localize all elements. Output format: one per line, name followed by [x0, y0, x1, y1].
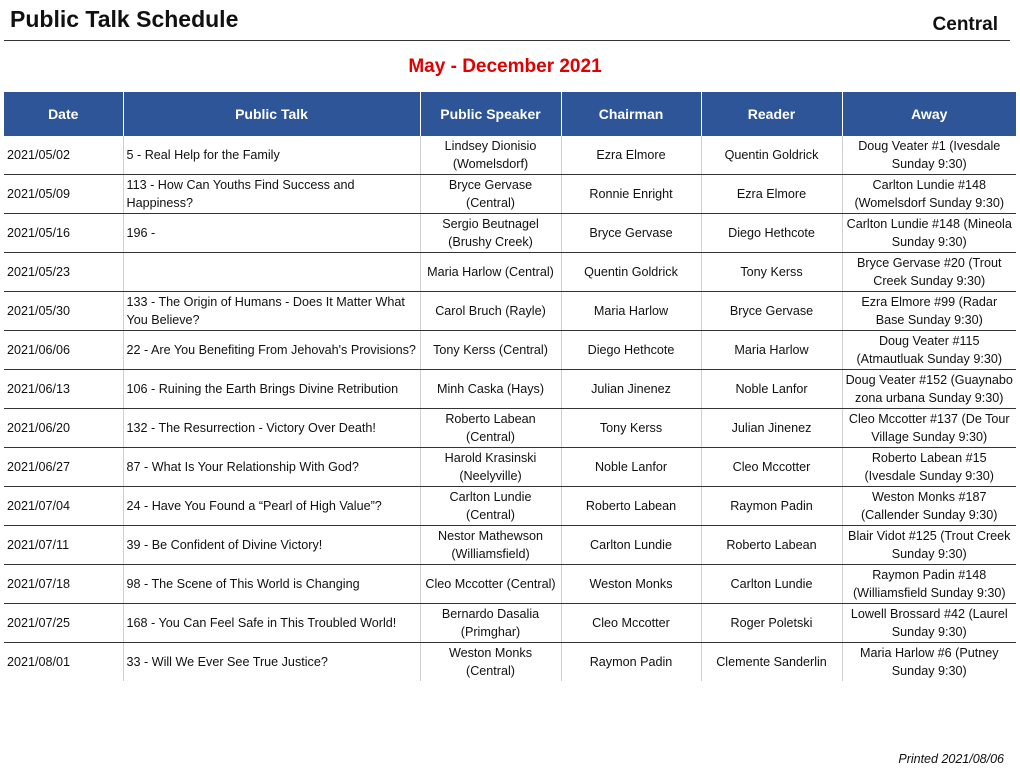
column-header-chairman: Chairman [561, 92, 701, 136]
table-row [4, 448, 1016, 487]
cell-chairman: Bryce Gervase [561, 214, 701, 253]
cell-chairman: Julian Jinenez [561, 370, 701, 409]
cell-date: 2021/07/11 [4, 526, 123, 565]
table-row [4, 565, 1016, 604]
cell-chairman: Ronnie Enright [561, 175, 701, 214]
table-row [4, 253, 1016, 292]
table-row [4, 175, 1016, 214]
cell-public-talk: 98 - The Scene of This World is Changing [123, 565, 420, 604]
cell-date: 2021/06/06 [4, 331, 123, 370]
cell-reader: Maria Harlow [701, 331, 842, 370]
cell-reader: Diego Hethcote [701, 214, 842, 253]
cell-public-talk: 87 - What Is Your Relationship With God? [123, 448, 420, 487]
cell-away: Raymon Padin #148 (Williamsfield Sunday 9:30) [842, 565, 1016, 604]
cell-public-talk: 5 - Real Help for the Family [123, 136, 420, 175]
cell-away: Weston Monks #187 (Callender Sunday 9:30) [842, 487, 1016, 526]
column-header-public-speaker: Public Speaker [420, 92, 561, 136]
cell-reader: Clemente Sanderlin [701, 643, 842, 682]
cell-chairman: Noble Lanfor [561, 448, 701, 487]
cell-away: Bryce Gervase #20 (Trout Creek Sunday 9:30) [842, 253, 1016, 292]
cell-away: Doug Veater #115 (Atmautluak Sunday 9:30) [842, 331, 1016, 370]
cell-chairman: Diego Hethcote [561, 331, 701, 370]
cell-reader: Cleo Mccotter [701, 448, 842, 487]
table-row [4, 292, 1016, 331]
cell-public-speaker: Harold Krasinski (Neelyville) [420, 448, 561, 487]
cell-away: Lowell Brossard #42 (Laurel Sunday 9:30) [842, 604, 1016, 643]
cell-date: 2021/05/16 [4, 214, 123, 253]
cell-reader: Bryce Gervase [701, 292, 842, 331]
cell-date: 2021/08/01 [7, 655, 71, 669]
cell-away: Ezra Elmore #99 (Radar Base Sunday 9:30) [842, 292, 1016, 331]
cell-reader: Julian Jinenez [701, 409, 842, 448]
cell-date: 2021/05/02 [4, 136, 123, 175]
cell-date: 2021/07/04 [4, 487, 123, 526]
cell-public-speaker: Bernardo Dasalia (Primghar) [420, 604, 561, 643]
cell-date: 2021/06/20 [4, 409, 123, 448]
cell-away: Doug Veater #1 (Ivesdale Sunday 9:30) [842, 136, 1016, 175]
cell-public-talk: 133 - The Origin of Humans - Does It Matter What You Believe? [123, 292, 420, 331]
printed-date: Printed 2021/08/06 [898, 752, 1004, 766]
table-row [4, 214, 1016, 253]
cell-date: 2021/07/25 [4, 604, 123, 643]
cell-public-talk: 33 - Will We Ever See True Justice? [123, 643, 420, 682]
cell-reader: Tony Kerss [701, 253, 842, 292]
cell-date: 2021/07/18 [4, 565, 123, 604]
cell-public-speaker: Carol Bruch (Rayle) [420, 292, 561, 331]
cell-public-talk: 22 - Are You Benefiting From Jehovah's Provisions? [123, 331, 420, 370]
column-header-away: Away [842, 92, 1016, 136]
cell-public-speaker: Maria Harlow (Central) [420, 253, 561, 292]
cell-away: Roberto Labean #15 (Ivesdale Sunday 9:30) [842, 448, 1016, 487]
table-row [4, 487, 1016, 526]
cell-public-speaker: Roberto Labean (Central) [420, 409, 561, 448]
date-range: May - December 2021 [408, 56, 602, 77]
cell-chairman: Maria Harlow [561, 292, 701, 331]
table-row [4, 136, 1016, 175]
cell-reader: Quentin Goldrick [701, 136, 842, 175]
cell-away: Maria Harlow #6 (Putney Sunday 9:30) [842, 643, 1016, 682]
cell-reader: Noble Lanfor [701, 370, 842, 409]
cell-away: Blair Vidot #125 (Trout Creek Sunday 9:30) [842, 526, 1016, 565]
table-row [4, 370, 1016, 409]
cell-chairman: Tony Kerss [561, 409, 701, 448]
cell-away: Carlton Lundie #148 (Womelsdorf Sunday 9:30) [842, 175, 1016, 214]
cell-chairman: Raymon Padin [561, 643, 701, 682]
cell-public-speaker: Minh Caska (Hays) [420, 370, 561, 409]
cell-public-speaker: Nestor Mathewson (Williamsfield) [420, 526, 561, 565]
cell-public-speaker: Lindsey Dionisio (Womelsdorf) [420, 136, 561, 175]
cell-public-talk: 24 - Have You Found a “Pearl of High Value”? [123, 487, 420, 526]
cell-chairman: Cleo Mccotter [561, 604, 701, 643]
table-row [4, 604, 1016, 643]
cell-public-talk [123, 253, 420, 292]
cell-date: 2021/06/13 [4, 370, 123, 409]
cell-date: 2021/06/27 [4, 448, 123, 487]
cell-reader: Ezra Elmore [701, 175, 842, 214]
cell-date: 2021/05/30 [4, 292, 123, 331]
table-header-row [4, 92, 1016, 136]
table-row [4, 526, 1016, 565]
schedule-table [4, 92, 1016, 681]
cell-reader: Roger Poletski [701, 604, 842, 643]
cell-chairman: Roberto Labean [561, 487, 701, 526]
cell-reader: Carlton Lundie [701, 565, 842, 604]
cell-public-speaker: Sergio Beutnagel (Brushy Creek) [420, 214, 561, 253]
cell-public-speaker: Weston Monks (Central) [420, 643, 561, 682]
cell-public-speaker: Carlton Lundie (Central) [420, 487, 561, 526]
cell-public-talk: 39 - Be Confident of Divine Victory! [123, 526, 420, 565]
congregation-name: Central [932, 14, 998, 35]
cell-public-talk: 196 - [123, 214, 420, 253]
cell-reader: Roberto Labean [701, 526, 842, 565]
cell-date: 2021/05/23 [4, 253, 123, 292]
column-header-public-talk: Public Talk [123, 92, 420, 136]
cell-chairman: Weston Monks [561, 565, 701, 604]
cell-chairman: Quentin Goldrick [561, 253, 701, 292]
cell-reader: Raymon Padin [701, 487, 842, 526]
cell-public-talk: 168 - You Can Feel Safe in This Troubled World! [123, 604, 420, 643]
cell-date: 2021/05/09 [4, 175, 123, 214]
cell-away: Cleo Mccotter #137 (De Tour Village Sunday 9:30) [842, 409, 1016, 448]
column-header-reader: Reader [701, 92, 842, 136]
column-header-date: Date [4, 92, 123, 136]
cell-public-talk: 132 - The Resurrection - Victory Over Death! [123, 409, 420, 448]
table-row [4, 331, 1016, 370]
cell-chairman: Ezra Elmore [561, 136, 701, 175]
table-row [4, 409, 1016, 448]
page-title: Public Talk Schedule [10, 6, 239, 32]
cell-chairman: Carlton Lundie [561, 526, 701, 565]
table-row [4, 643, 1016, 682]
cell-public-talk: 113 - How Can Youths Find Success and Happiness? [123, 175, 420, 214]
cell-away: Doug Veater #152 (Guaynabo zona urbana Sunday 9:30) [842, 370, 1016, 409]
header-divider [4, 40, 1010, 41]
cell-public-speaker: Tony Kerss (Central) [420, 331, 561, 370]
cell-public-speaker: Cleo Mccotter (Central) [420, 565, 561, 604]
cell-public-talk: 106 - Ruining the Earth Brings Divine Retribution [123, 370, 420, 409]
cell-away: Carlton Lundie #148 (Mineola Sunday 9:30) [842, 214, 1016, 253]
cell-public-speaker: Bryce Gervase (Central) [420, 175, 561, 214]
